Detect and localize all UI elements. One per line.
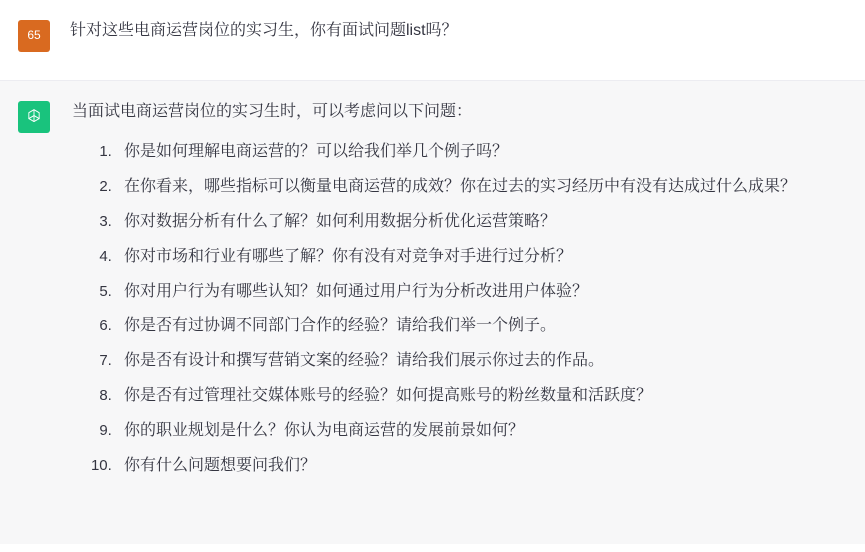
user-avatar-container [0, 16, 70, 64]
list-item: 10. 你有什么问题想要问我们？ [116, 453, 825, 479]
list-item: 4. 你对市场和行业有哪些了解？你有没有对竞争对手进行过分析？ [116, 244, 825, 270]
list-item: 7. 你是否有设计和撰写营销文案的经验？请给我们展示你过去的作品。 [116, 348, 825, 374]
avatar: 65 [18, 20, 50, 52]
list-item: 6. 你是否有过协调不同部门合作的经验？请给我们举一个例子。 [116, 313, 825, 339]
assistant-message-body [70, 97, 865, 528]
list-item: 9. 你的职业规划是什么？你认为电商运营的发展前景如何？ [116, 418, 825, 444]
user-message-turn [0, 0, 865, 80]
openai-logo-icon [24, 107, 44, 127]
user-message-body [70, 16, 865, 64]
interview-question-list [70, 139, 825, 479]
assistant-avatar-container [0, 97, 70, 528]
list-item: 2. 在你看来，哪些指标可以衡量电商运营的成效？你在过去的实习经历中有没有达成过什么成果？ [116, 174, 825, 200]
assistant-intro-text: 当面试电商运营岗位的实习生时，可以考虑问以下问题： [72, 103, 473, 120]
list-item: 1. 你是如何理解电商运营的？可以给我们举几个例子吗？ [116, 139, 825, 165]
list-item: 5. 你对用户行为有哪些认知？如何通过用户行为分析改进用户体验？ [116, 279, 825, 305]
assistant-message-turn [0, 80, 865, 544]
list-item: 3. 你对数据分析有什么了解？如何利用数据分析优化运营策略？ [116, 209, 825, 235]
list-item: 8. 你是否有过管理社交媒体账号的经验？如何提高账号的粉丝数量和活跃度？ [116, 383, 825, 409]
user-message-text: 针对这些电商运营岗位的实习生，你有面试问题list吗？ [70, 22, 458, 39]
avatar [18, 101, 50, 133]
